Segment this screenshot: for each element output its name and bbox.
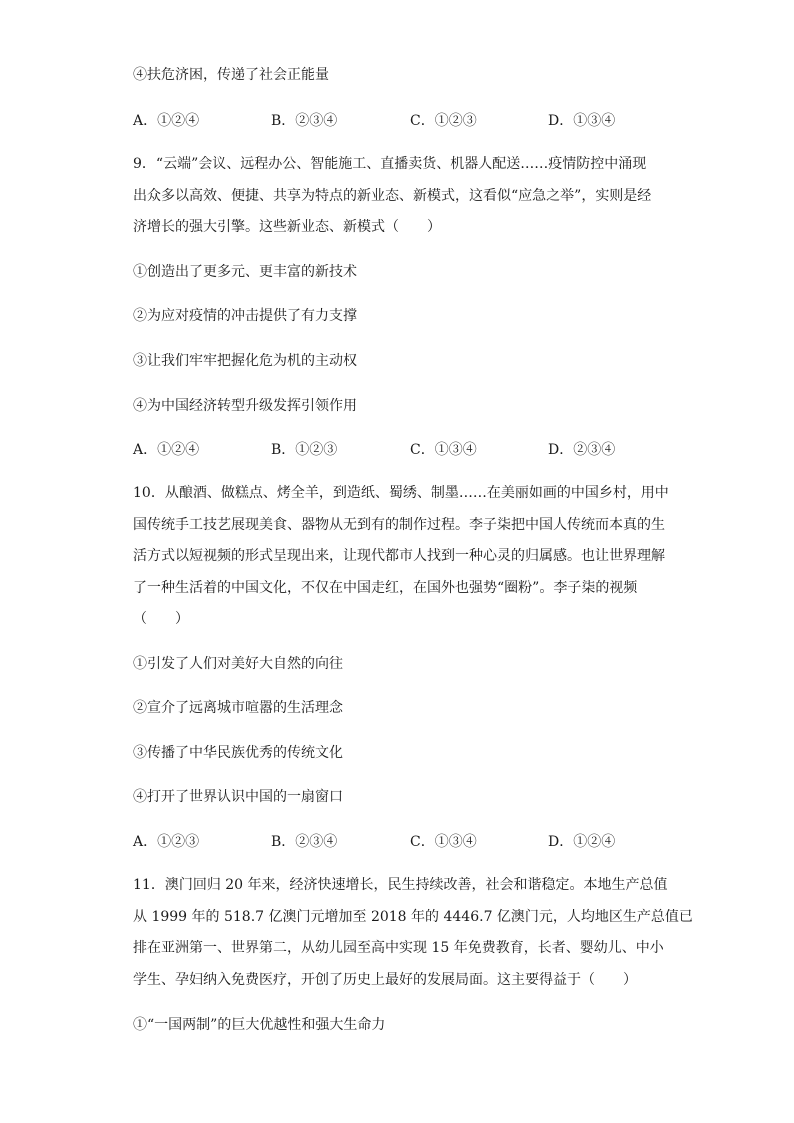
q11-stem-line-4: 学生、孕妇纳入免费医疗，开创了历史上最好的发展局面。这主要得益于（ ） — [133, 972, 637, 988]
q10-item-3: ③传播了中华民族优秀的传统文化 — [133, 745, 343, 761]
q8-option-c[interactable]: C．①②③ — [410, 113, 477, 129]
q11-item-1: ①“一国两制”的巨大优越性和强大生命力 — [133, 1017, 386, 1033]
q10-option-b[interactable]: B．②③④ — [271, 834, 338, 850]
q9-stem-line-2: 出众多以高效、便捷、共享为特点的新业态、新模式，这看似“应急之举”，实则是经 — [133, 188, 652, 204]
q9-item-3: ③让我们牢牢把握化危为机的主动权 — [133, 353, 357, 369]
q9-item-2: ②为应对疫情的冲击提供了有力支撑 — [133, 308, 357, 324]
q9-item-4: ④为中国经济转型升级发挥引领作用 — [133, 398, 357, 414]
q10-option-a[interactable]: A．①②③ — [133, 834, 200, 850]
q10-item-1: ①引发了人们对美好大自然的向往 — [133, 656, 343, 672]
q11-stem-line-2: 从 1999 年的 518.7 亿澳门元增加至 2018 年的 4446.7 亿澳门元，人均地区生产总值已 — [133, 909, 693, 925]
q11-stem-line-3: 排在亚洲第一、世界第二，从幼儿园至高中实现 15 年免费教育，长者、婴幼儿、中小 — [133, 940, 664, 956]
q10-stem-line-3: 活方式以短视频的形式呈现出来，让现代都市人找到一种心灵的归属感。也让世界理解 — [133, 548, 665, 564]
q9-option-b[interactable]: B．①②③ — [271, 442, 338, 458]
q10-item-2: ②宣介了远离城市喧嚣的生活理念 — [133, 700, 343, 716]
q8-option-b[interactable]: B．②③④ — [271, 113, 338, 129]
q9-option-c[interactable]: C．①③④ — [410, 442, 477, 458]
q9-stem-line-3: 济增长的强大引擎。这些新业态、新模式（ ） — [133, 219, 441, 235]
q10-item-4: ④打开了世界认识中国的一扇窗口 — [133, 789, 343, 805]
q10-stem-line-4: 了一种生活着的中国文化，不仅在中国走红，在国外也强势“圈粉”。李子柒的视频 — [133, 580, 638, 596]
q10-stem-line-1: 10．从酿酒、做糕点、烤全羊，到造纸、蜀绣、制墨……在美丽如画的中国乡村，用中 — [133, 485, 669, 501]
q9-item-1: ①创造出了更多元、更丰富的新技术 — [133, 264, 357, 280]
q8-item-4: ④扶危济困，传递了社会正能量 — [133, 67, 329, 83]
q10-option-c[interactable]: C．①③④ — [410, 834, 477, 850]
q10-stem-line-5: （ ） — [133, 611, 189, 627]
q8-option-d[interactable]: D．①③④ — [548, 113, 616, 129]
q11-stem-line-1: 11．澳门回归 20 年来，经济快速增长，民生持续改善，社会和谐稳定。本地生产总值 — [133, 877, 668, 893]
q10-stem-line-2: 国传统手工技艺展现美食、器物从无到有的制作过程。李子柒把中国人传统而本真的生 — [133, 517, 665, 533]
q9-option-a[interactable]: A．①②④ — [133, 442, 200, 458]
q10-option-d[interactable]: D．①②④ — [548, 834, 616, 850]
q9-stem-line-1: 9．“云端”会议、远程办公、智能施工、直播卖货、机器人配送……疫情防控中涌现 — [133, 156, 647, 172]
q8-option-a[interactable]: A．①②④ — [133, 113, 200, 129]
q9-option-d[interactable]: D．②③④ — [548, 442, 616, 458]
